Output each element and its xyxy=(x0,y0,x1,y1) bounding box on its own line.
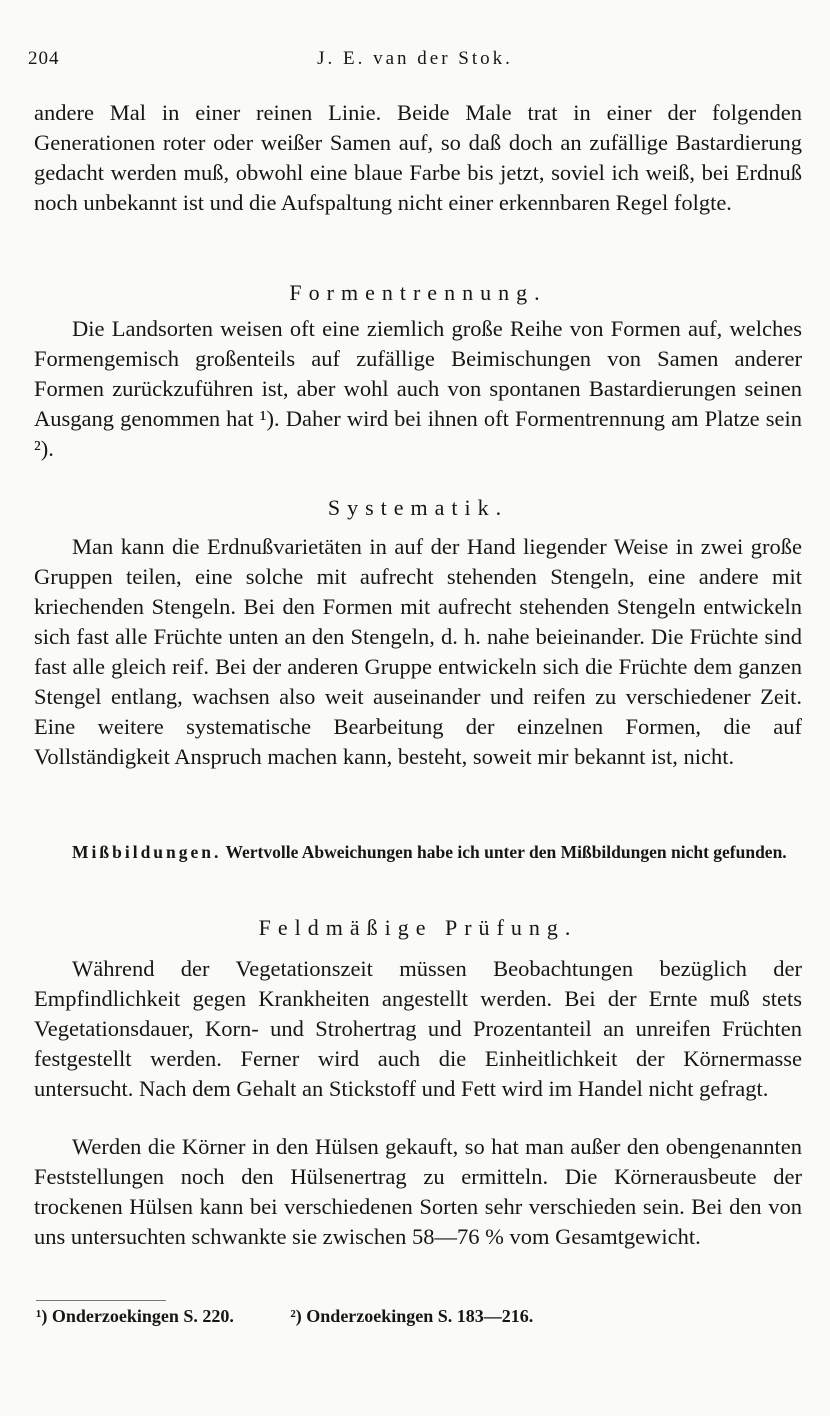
section-heading-feldmaessige-pruefung: Feldmäßige Prüfung. xyxy=(258,915,578,940)
footnote-2: ²) Onderzoekingen S. 183—216. xyxy=(290,1306,534,1326)
paragraph-systematik xyxy=(34,532,802,772)
paragraph-text: Wertvolle Abweichungen habe ich unter den Mißbildungen nicht gefunden. xyxy=(221,842,787,862)
paragraph-formentrennung xyxy=(34,314,802,464)
paragraph-text: Während der Vegetationszeit müssen Beobachtungen bezüglich der Empfindlichkeit gegen Krankheiten angestellt werden. Bei der Ernte muß stets Vegetationsdauer, Korn- und Strohertrag und Prozentanteil an unreifen Früchten festgestellt werden. Ferner wird auch die Einheitlichkeit der Körnermasse untersucht. Nach dem Gehalt an Stickstoff und Fett wird im Handel nicht gefragt. xyxy=(34,956,802,1101)
paragraph-text: Man kann die Erdnußvarietäten in auf der Hand liegender Weise in zwei große Gruppen teilen, eine solche mit aufrecht stehenden Stengeln, eine andere mit kriechenden Stengeln. Bei den Formen mit aufrecht stehenden Stengeln entwickeln sich fast alle Früchte unten an den Stengeln, d. h. nahe beieinander. Die Früchte sind fast alle gleich reif. Bei der anderen Gruppe entwickeln sich die Früchte dem ganzen Stengel entlang, wachsen also weit auseinander und reifen zu verschiedener Zeit. Eine weitere systematische Bearbeitung der einzelnen Formen, die auf Vollständigkeit Anspruch machen kann, besteht, soweit mir bekannt ist, nicht. xyxy=(34,534,802,769)
paragraph-feldpruefung-2 xyxy=(34,1132,802,1252)
footnote-rule xyxy=(36,1300,166,1301)
section-heading-systematik: Systematik. xyxy=(327,495,509,520)
paragraph-text: Werden die Körner in den Hülsen gekauft, so hat man außer den obengenannten Feststellungen noch den Hülsenertrag zu ermitteln. Die Körnerausbeute der trockenen Hülsen kann bei verschiedenen Sorten sehr verschieden sein. Bei den von uns untersuchten schwankte sie zwischen 58—76 % vom Gesamtgewicht. xyxy=(34,1134,802,1249)
paragraph-text: andere Mal in einer reinen Linie. Beide Male trat in einer der folgenden Generationen roter oder weißer Samen auf, so daß doch an zufällige Bastardierung gedacht werden muß, obwohl eine blaue Farbe bis jetzt, soviel ich weiß, bei Erdnuß noch unbekannt ist und die Aufspaltung nicht einer erkennbaren Regel folgte. xyxy=(34,100,802,215)
footnote-1: ¹) Onderzoekingen S. 220. xyxy=(36,1306,234,1326)
paragraph-text: Die Landsorten weisen oft eine ziemlich große Reihe von Formen auf, welches Formengemisch großenteils auf zufällige Beimischungen von Samen anderer Formen zurückzuführen ist, aber wohl auch von spontanen Bastardierungen seinen Ausgang genommen hat ¹). Daher wird bei ihnen oft Formentrennung am Platze sein ²). xyxy=(34,316,802,461)
section-heading-formentrennung: Formentrennung. xyxy=(289,280,547,305)
paragraph-missbildungen xyxy=(34,840,802,865)
paragraph-continuation xyxy=(34,98,802,218)
page-header xyxy=(28,48,802,78)
paragraph-feldpruefung-1 xyxy=(34,954,802,1104)
running-head: J. E. van der Stok. xyxy=(317,48,513,69)
page-number: 204 xyxy=(28,48,60,69)
run-in-heading: Mißbildungen. xyxy=(72,842,222,862)
footnotes xyxy=(36,1306,796,1327)
